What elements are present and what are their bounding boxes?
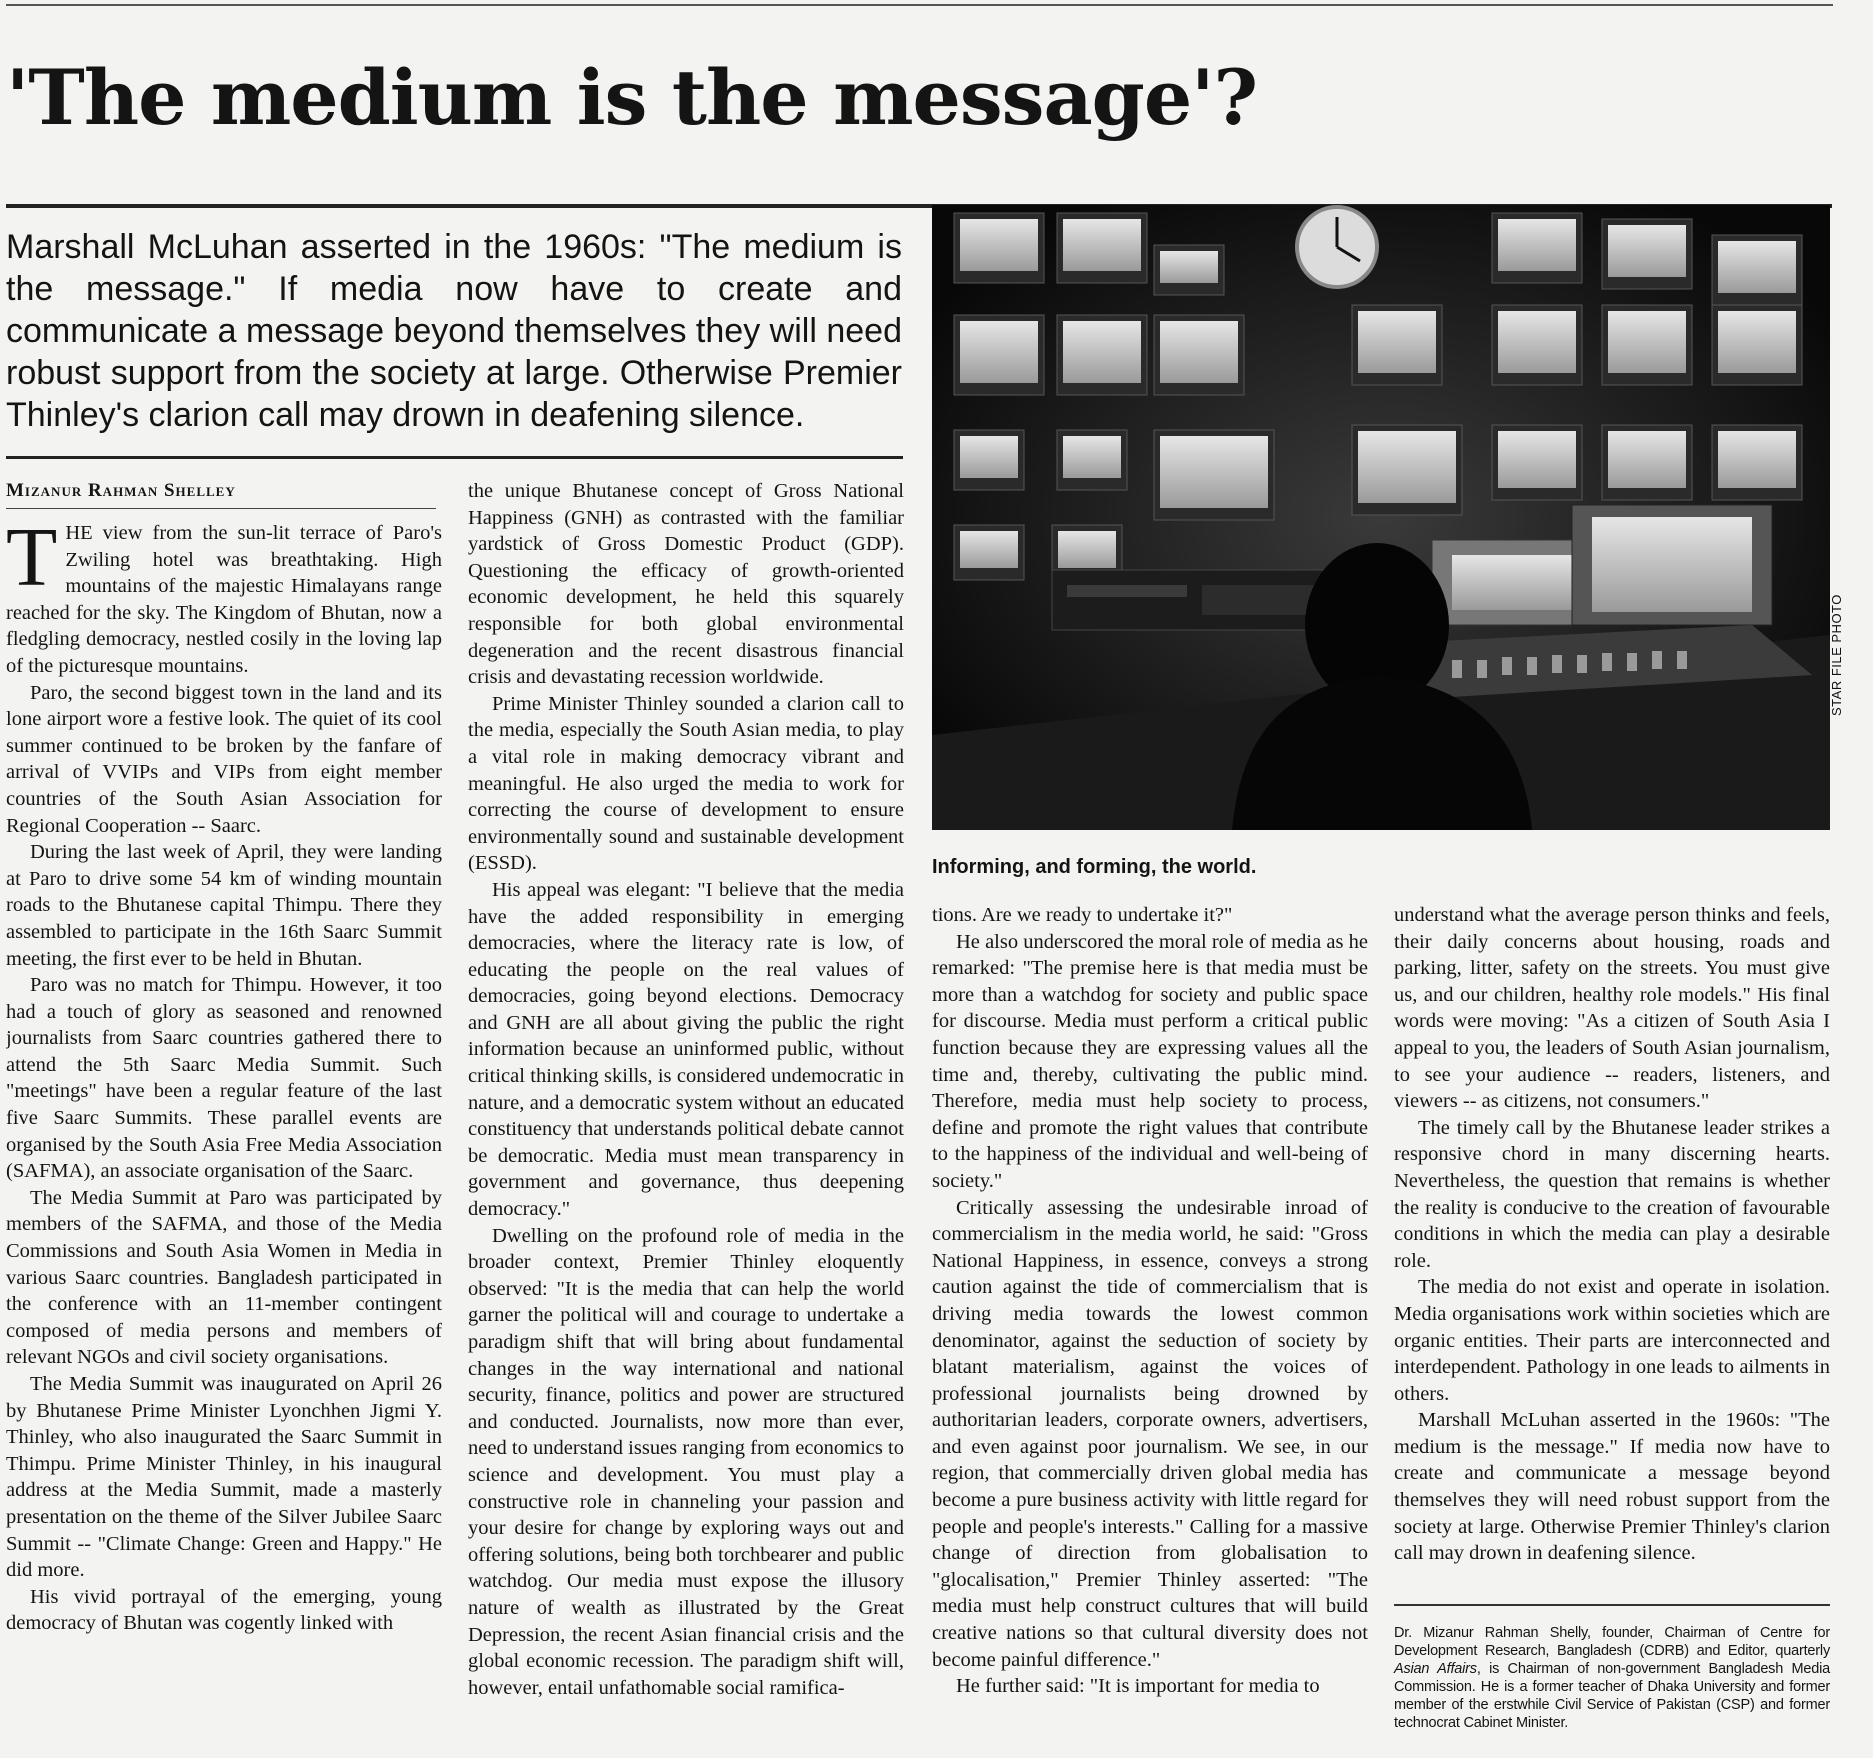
top-rule xyxy=(6,4,1833,6)
article-paragraph: Marshall McLuhan asserted in the 1960s: "The medium is the message." If media now have to create and communicate a message beyond themselves they will need robust support from the society at large. Otherwise Premier Thinley's clarion call may drown in deafening silence. xyxy=(1394,1409,1830,1565)
author-bio xyxy=(1394,1624,1830,1732)
bio-text-1: Dr. Mizanur Rahman Shelly, founder, Chairman of Centre for Development Research, Bangladesh (CDRB) and Editor, quarterly xyxy=(1394,1625,1830,1659)
newsroom-photo xyxy=(932,205,1830,830)
article-paragraph: Dwelling on the profound role of media in the broader context, Premier Thinley eloquently observed: "It is the media that can help the world garner the political will and courage to undertake a paradigm shift that will bring about fundamental changes in the way international and national security, finance, politics and power are structured and conducted. Journalists, now more than ever, need to understand issues ranging from economics to science and development. You must play a constructive role in channeling your passion and your desire for change by exploring ways out and offering solutions, being both torchbearer and public watchdog. Our media must expose the illusory nature of wealth as illustrated by the Great Depression, the recent Asian financial crisis and the global economic recession. The paradigm shift will, however, entail unfathomable social ramifica- xyxy=(468,1224,904,1699)
photo-caption: Informing, and forming, the world. xyxy=(932,856,1257,878)
article-paragraph: the unique Bhutanese concept of Gross National Happiness (GNH) as contrasted with the familiar yardstick of Gross Domestic Product (GDP). Questioning the efficacy of growth-oriented economic development, he held this squarely responsible for both global environmental degeneration and the recent disastrous financial crisis and devastating recession worldwide. xyxy=(468,480,904,689)
article-paragraph: The timely call by the Bhutanese leader strikes a responsive chord in many discerning hearts. Nevertheless, the question that remains is whether the reality is conducive to the creation of favourable conditions in which the media can play a desirable role. xyxy=(1394,1116,1830,1272)
bio-journal-name: Asian Affairs xyxy=(1394,1661,1477,1677)
article-paragraph: The Media Summit at Paro was participated by members of the SAFMA, and those of the Media Commissions and South Asia Women in Media in various Saarc countries. Bangladesh participated in the conference with an 11-member contingent composed of media persons and members of relevant NGOs and civil society organisations. xyxy=(6,1186,442,1369)
article-paragraph: The media do not exist and operate in isolation. Media organisations work within societies which are organic entities. Their parts are interconnected and interdependent. Pathology in one leads to ailments in others. xyxy=(1394,1276,1830,1405)
article-column-2 xyxy=(468,478,904,1752)
article-paragraph: understand what the average person thinks and feels, their daily concerns about housing, roads and parking, litter, safety on the streets. You must give us, and our children, healthy role models." His final words were moving: "As a citizen of South Asia I appeal to you, the leaders of South Asian journalism, to see your audience -- readers, listeners, and viewers -- as citizens, not consumers." xyxy=(1394,904,1830,1113)
article-paragraph: During the last week of April, they were landing at Paro to drive some 54 km of winding mountain roads to the Bhutanese capital Thimpu. There they assembled to participate in the 16th Saarc Summit meeting, the first ever to be held in Bhutan. xyxy=(6,841,442,970)
article-paragraph: tions. Are we ready to undertake it?" xyxy=(932,904,1233,926)
article-paragraph: Paro was no match for Thimpu. However, it too had a touch of glory as seasoned and renowned journalists from Saarc countries gathered there to attend the 5th Saarc Media Summit. Such "meetings" have been a regular feature of the last five Saarc Summits. These parallel events are organised by the South Asia Free Media Association (SAFMA), an associate organisation of the Saarc. xyxy=(6,974,442,1183)
byline-rule xyxy=(6,508,436,509)
article-paragraph: Prime Minister Thinley sounded a clarion call to the media, especially the South Asian media, to play a vital role in making democracy vibrant and meaningful. He also urged the media to work for correcting the course of development to ensure environmentally sound and sustainable development (ESSD). xyxy=(468,692,904,875)
article-paragraph: His appeal was elegant: "I believe that the media have the added responsibility in emerging democracies, where the literacy rate is low, of educating the people on the real values of democracies, going beyond elections. Democracy and GNH are all about giving the public the right information because an uninformed public, without critical thinking skills, is considered undemocratic in nature, and a democratic system without an educated constituency that understands political debate cannot be democratic. Media must mean transparency in government and governance, thus deepening democracy." xyxy=(468,878,904,1221)
article-paragraph: He further said: "It is important for media to xyxy=(956,1675,1320,1698)
article-column-1 xyxy=(6,520,442,1752)
standfirst-rule xyxy=(6,456,903,459)
article-paragraph: He also underscored the moral role of media as he remarked: "The premise here is that media must be more than a watchdog for society and public space for discourse. Media must perform a critical public function because they are expressing values all the time and, thereby, cultivating the public mind. Therefore, media must help society to process, define and promote the right values that contribute to the happiness of the individual and well-being of society." xyxy=(932,930,1368,1192)
photo-credit: STAR FILE PHOTO xyxy=(1829,594,1844,716)
article-paragraph: Critically assessing the undesirable inroad of commercialism in the media world, he said: "Gross National Happiness, in essence, conveys a strong caution against the tide of commercialism that is driving media towards the lowest common denominator, against the seduction of society by blatant materialism, against the voices of professional journalists being drowned by authoritarian leaders, corporate owners, advertisers, and even against poor journalism. We see, in our region, that commercially driven global media has become a pure business activity with little regard for people and people's interests." Calling for a massive change of direction from globalisation to "glocalisation," Premier Thinley asserted: "The media must help construct cultures that will build creative nations so that cultural diversity does not become painful difference." xyxy=(932,1196,1368,1671)
bio-text-2: , is Chairman of non-government Bangladesh Media Commission. He is a former teacher of Dhaka University and former member of the erstwhile Civil Service of Pakistan (CSP) and former technocrat Cabinet Minister. xyxy=(1394,1661,1830,1731)
article-column-3 xyxy=(932,902,1368,1752)
standfirst: Marshall McLuhan asserted in the 1960s: "The medium is the message." If media now have to create and communicate a message beyond themselves they will need robust support from the society at large. Otherwise Premier Thinley's clarion call may drown in deafening silence. xyxy=(6,228,902,434)
headline: 'The medium is the message'? xyxy=(6,53,1257,142)
article-paragraph: His vivid portrayal of the emerging, young democracy of Bhutan was cogently linked with xyxy=(6,1585,442,1635)
bio-rule xyxy=(1394,1604,1830,1606)
article-paragraph: Paro, the second biggest town in the land and its lone airport wore a festive look. The quiet of its cool summer continued to be broken by the fanfare of arrival of VVIPs and VIPs from eight member countries of the South Asian Association for Regional Cooperation -- Saarc. xyxy=(6,681,442,837)
article-column-4 xyxy=(1394,902,1830,1590)
article-paragraph: THE view from the sun-lit terrace of Paro's Zwiling hotel was breathtaking. High mountains of the majestic Himalayans range reached for the sky. The Kingdom of Bhutan, now a fledgling democracy, nestled cosily in the loving lap of the picturesque mountains. xyxy=(6,520,442,677)
article-paragraph: The Media Summit was inaugurated on April 26 by Bhutanese Prime Minister Lyonchhen Jigmi Y. Thinley, who also inaugurated the Saarc Summit in Thimpu. Prime Minister Thinley, in his inaugural address at the Media Summit, made a masterly presentation on the theme of the Silver Jubilee Saarc Summit -- "Climate Change: Green and Happy." He did more. xyxy=(6,1373,442,1582)
byline: Mizanur Rahman Shelley xyxy=(6,480,236,501)
control-room-illustration xyxy=(932,205,1830,830)
